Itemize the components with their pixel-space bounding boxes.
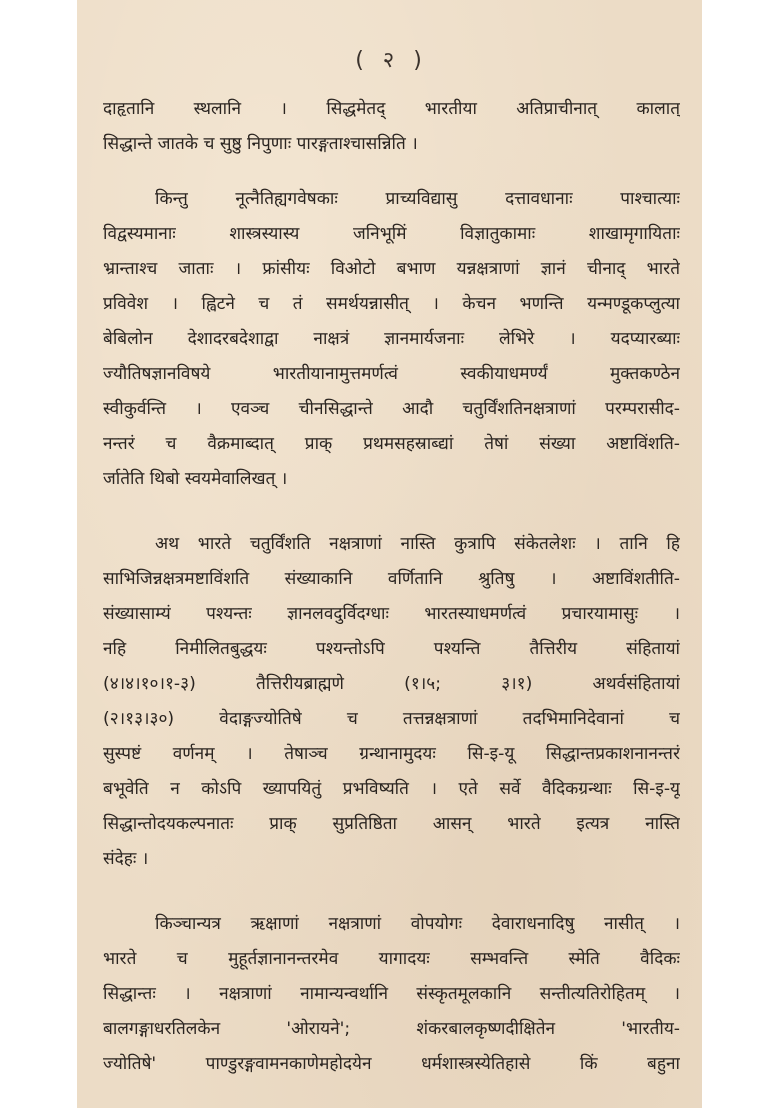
text-line: नहि निमीलितबुद्धयः पश्यन्तोऽपि पश्यन्ति तैत्तिरीय संहितायां — [103, 639, 680, 659]
text-line: ज्योतिषे' पाण्डुरङ्गवामनकाणेमहोदयेन धर्मशास्त्रस्येतिहासे किं बहुना — [103, 1054, 680, 1074]
text-line: (४।४।१०।१-३) तैत्तिरीयब्राह्मणे (१।५; ३।१) अथर्वसंहितायां — [103, 674, 680, 694]
text-line: किन्तु नूत्नैतिह्यगवेषकाः प्राच्यविद्यासु दत्तावधानाः पाश्चात्याः — [155, 189, 680, 209]
paragraph-3 — [103, 527, 680, 877]
text-line: नन्तरं च वैक्रमाब्दात् प्राक् प्रथमसहस्राब्द्यां तेषां संख्या अष्टाविंशति- — [103, 434, 680, 454]
text-line: बभूवेति न कोऽपि ख्यापयितुं प्रभविष्यति । एते सर्वे वैदिकग्रन्थाः सि-इ-यू — [103, 779, 680, 799]
text-line: अथ भारते चतुर्विंशति नक्षत्राणां नास्ति कुत्रापि संकेतलेशः । तानि हि — [155, 534, 680, 554]
page-number: ( २ ) — [355, 48, 428, 73]
text-line: प्रविवेश । ह्विटने च तं समर्थयन्नासीत् । केचन भणन्ति यन्मण्डूकप्लुत्या — [103, 294, 680, 314]
text-line: सिद्धान्तोदयकल्पनातः प्राक् सुप्रतिष्ठिता आसन् भारते इत्यत्र नास्ति — [103, 814, 680, 834]
text-line: किञ्चान्यत्र ऋक्षाणां नक्षत्राणां वोपयोगः देवाराधनादिषु नासीत् । — [155, 914, 680, 934]
text-line: संदेहः । — [103, 849, 149, 869]
text-line: सिद्धान्तः । नक्षत्राणां नामान्यन्वर्थानि संस्कृतमूलकानि सन्तीत्यतिरोहितम् । — [103, 984, 680, 1004]
text-line: संख्यासाम्यं पश्यन्तः ज्ञानलवदुर्विदग्धाः भारतस्याधमर्णत्वं प्रचारयामासुः । — [103, 604, 680, 624]
text-line: (२।१३।३०) वेदाङ्गज्योतिषे च तत्तन्नक्षत्राणां तदभिमानिदेवानां च — [103, 709, 680, 729]
text-line: साभिजिन्नक्षत्रमष्टाविंशति संख्याकानि वर्णितानि श्रुतिषु । अष्टाविंशतीति- — [103, 569, 680, 589]
text-line: स्वीकुर्वन्ति । एवञ्च चीनसिद्धान्ते आदौ चतुर्विंशतिनक्षत्राणां परम्परासीद- — [103, 399, 680, 419]
text-line: विद्वस्यमानाः शास्त्रस्यास्य जनिभूमिं विज्ञातुकामाः शाखामृगायिताः — [103, 224, 680, 244]
text-line: भ्रान्ताश्च जाताः । फ्रांसीयः विओटो बभाण यन्नक्षत्राणां ज्ञानं चीनाद् भारते — [103, 259, 680, 279]
paragraph-2 — [103, 182, 680, 497]
text-line: सिद्धान्ते जातके च सुष्ठु निपुणाः पारङ्गताश्चासन्निति । — [103, 134, 418, 154]
paragraph-4 — [103, 907, 680, 1082]
text-line: सुस्पष्टं वर्णनम् । तेषाञ्च ग्रन्थानामुदयः सि-इ-यू सिद्धान्तप्रकाशनानन्तरं — [103, 744, 680, 764]
paragraph-1 — [103, 92, 680, 162]
text-line: बालगङ्गाधरतिलकेन 'ओरायने'; शंकरबालकृष्णदीक्षितेन 'भारतीय- — [103, 1019, 680, 1039]
text-line: दाहृतानि स्थलानि । सिद्धमेतद् भारतीया अतिप्राचीनात् कालात् — [103, 99, 680, 119]
text-line: भारते च मुहूर्तज्ञानानन्तरमेव यागादयः सम्भवन्ति स्मेति वैदिकः — [103, 949, 680, 969]
text-line: र्जातेति थिबो स्वयमेवालिखत् । — [103, 469, 288, 489]
text-line: बेबिलोन देशादरबदेशाद्वा नाक्षत्रं ज्ञानमार्यजनाः लेभिरे । यदप्यारब्याः — [103, 329, 680, 349]
text-line: ज्यौतिषज्ञानविषये भारतीयानामुत्तमर्णत्वं स्वकीयाधमर्ण्यं मुक्तकण्ठेन — [103, 364, 680, 384]
scanned-book-page — [77, 0, 702, 1108]
